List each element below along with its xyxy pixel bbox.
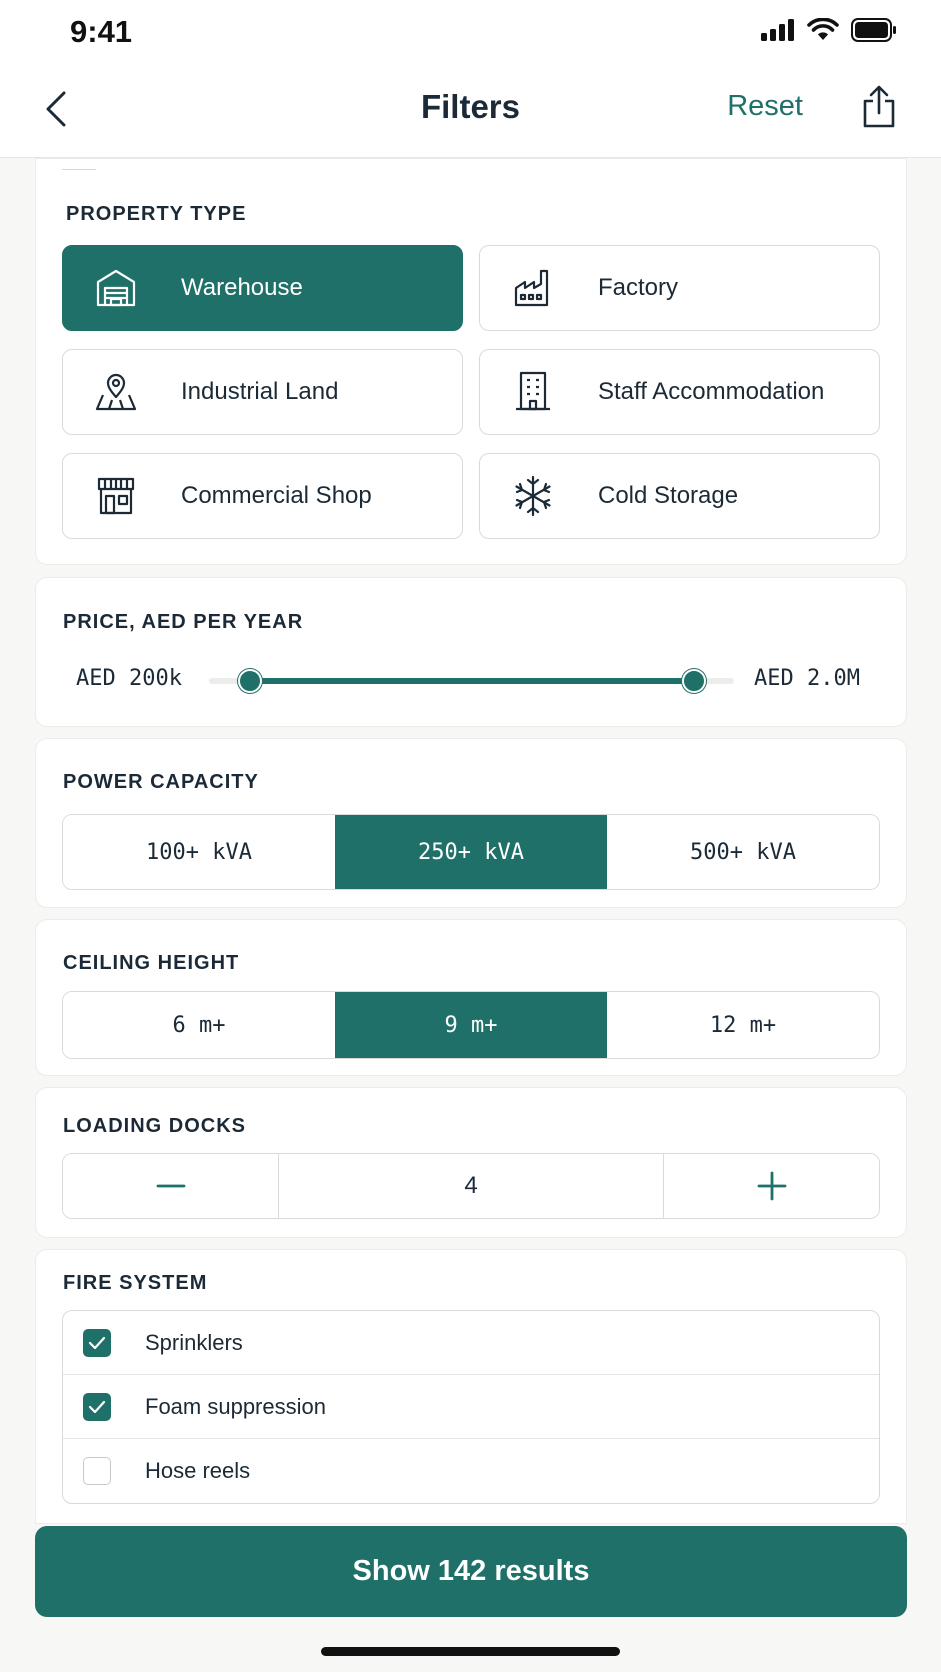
wifi-icon — [807, 18, 839, 42]
minus-icon — [156, 1171, 186, 1201]
fire-system-list — [62, 1310, 880, 1504]
factory-icon — [508, 263, 558, 313]
power-option-250[interactable]: 250+ kVA — [335, 815, 607, 889]
check-icon — [88, 1336, 106, 1350]
price-slider-range — [250, 678, 692, 684]
property-type-label: Industrial Land — [181, 378, 339, 405]
fire-option-hose-reels[interactable] — [63, 1439, 879, 1503]
power-option-500[interactable]: 500+ kVA — [607, 815, 879, 889]
power-capacity-card — [35, 738, 907, 908]
property-type-option-cold-storage[interactable] — [479, 453, 880, 539]
ceiling-height-selector — [62, 991, 880, 1059]
check-icon — [88, 1400, 106, 1414]
property-type-option-staff-accommodation[interactable] — [479, 349, 880, 435]
fire-option-label: Foam suppression — [145, 1393, 326, 1419]
property-type-label: Cold Storage — [598, 482, 739, 509]
ceiling-height-title: CEILING HEIGHT — [63, 952, 240, 974]
power-option-100[interactable]: 100+ kVA — [63, 815, 335, 889]
warehouse-icon — [91, 263, 141, 313]
status-time: 9:41 — [70, 14, 133, 49]
ceiling-option-6[interactable]: 6 m+ — [63, 992, 335, 1058]
fire-system-title: FIRE SYSTEM — [63, 1272, 208, 1294]
chevron-left-icon — [45, 91, 67, 127]
loading-docks-stepper — [62, 1153, 880, 1219]
property-type-label: Warehouse — [181, 274, 303, 301]
property-type-title: PROPERTY TYPE — [66, 203, 247, 225]
reset-button[interactable]: Reset — [727, 90, 803, 122]
property-type-option-industrial-land[interactable] — [62, 349, 463, 435]
checkbox-checked[interactable] — [83, 1393, 111, 1421]
price-card — [35, 577, 907, 727]
price-max-label: AED 2.0M — [754, 666, 860, 691]
property-type-label: Commercial Shop — [181, 482, 372, 509]
cellular-signal-icon — [761, 19, 795, 41]
loading-docks-title: LOADING DOCKS — [63, 1115, 246, 1137]
ceiling-height-card — [35, 919, 907, 1076]
property-type-option-factory[interactable] — [479, 245, 880, 331]
status-bar — [0, 0, 941, 64]
property-type-label: Staff Accommodation — [598, 378, 825, 405]
price-slider-max-handle[interactable] — [682, 669, 706, 693]
page-title: Filters — [420, 88, 521, 125]
power-capacity-selector — [62, 814, 880, 890]
property-type-option-commercial-shop[interactable] — [62, 453, 463, 539]
ceiling-option-12[interactable]: 12 m+ — [607, 992, 879, 1058]
ceiling-option-9[interactable]: 9 m+ — [335, 992, 607, 1058]
checkbox-checked[interactable] — [83, 1329, 111, 1357]
shop-icon — [91, 471, 141, 521]
share-icon — [860, 85, 898, 129]
price-title: PRICE, AED PER YEAR — [63, 611, 304, 633]
fire-option-label: Hose reels — [145, 1458, 251, 1483]
power-capacity-title: POWER CAPACITY — [63, 771, 259, 793]
snowflake-icon — [508, 471, 558, 521]
scroll-divider — [62, 169, 96, 170]
price-min-label: AED 200k — [76, 666, 182, 691]
fire-option-sprinklers[interactable] — [63, 1311, 879, 1375]
navigation-bar — [0, 64, 941, 158]
fire-option-label: Sprinklers — [145, 1329, 243, 1355]
property-type-card — [35, 158, 907, 565]
fire-option-foam-suppression[interactable] — [63, 1375, 879, 1439]
fire-system-card — [35, 1249, 907, 1524]
checkbox-unchecked[interactable] — [83, 1457, 111, 1485]
show-results-button[interactable]: Show 142 results — [35, 1526, 907, 1617]
property-type-label: Factory — [598, 274, 679, 301]
map-pin-icon — [91, 367, 141, 417]
share-button[interactable] — [859, 82, 899, 132]
battery-icon — [851, 18, 897, 42]
home-indicator — [321, 1647, 620, 1656]
status-icons — [761, 18, 897, 42]
back-button[interactable] — [36, 86, 76, 132]
decrement-button[interactable] — [63, 1154, 278, 1218]
increment-button[interactable] — [664, 1154, 879, 1218]
loading-docks-value: 4 — [278, 1154, 664, 1218]
building-icon — [508, 367, 558, 417]
property-type-option-warehouse[interactable] — [62, 245, 463, 331]
price-slider-min-handle[interactable] — [238, 669, 262, 693]
loading-docks-card — [35, 1087, 907, 1238]
plus-icon — [757, 1171, 787, 1201]
